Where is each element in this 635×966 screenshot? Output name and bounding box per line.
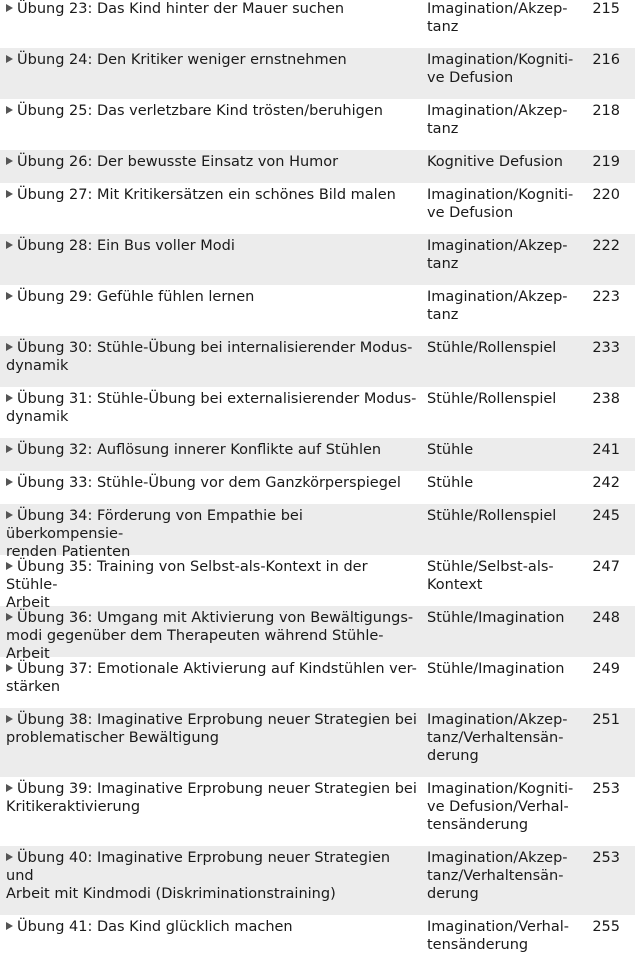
triangle-right-icon [6, 613, 13, 621]
exercise-page: 233 [592, 340, 620, 356]
exercise-page: 249 [592, 661, 620, 677]
exercise-title-cell [0, 186, 421, 204]
exercise-method: Imagination/Kogniti- ve Defusion [427, 187, 574, 221]
exercise-title-cell [0, 558, 421, 612]
triangle-right-icon [6, 190, 13, 198]
exercise-page: 215 [592, 1, 620, 17]
triangle-right-icon [6, 343, 13, 351]
exercise-page: 253 [592, 850, 620, 866]
exercise-title-cell [0, 918, 421, 936]
triangle-right-icon [6, 106, 13, 114]
exercise-method: Imagination/Kogniti- ve Defusion [427, 52, 574, 86]
triangle-right-icon [6, 478, 13, 486]
exercise-page: 238 [592, 391, 620, 407]
exercise-title: Übung 39: Imaginative Erprobung neuer Strategien bei Kritikeraktivierung [6, 781, 417, 815]
exercise-title: Übung 35: Training von Selbst-als-Kontext in der Stühle- Arbeit [6, 559, 368, 611]
exercise-method: Stühle [427, 442, 474, 458]
exercise-method: Stühle/Imagination [427, 610, 565, 626]
exercise-title: Übung 25: Das verletzbare Kind trösten/beruhigen [17, 103, 383, 119]
exercise-page: 220 [592, 187, 620, 203]
table-row [0, 555, 635, 611]
exercise-method: Stühle/Rollenspiel [427, 508, 557, 524]
table-row [0, 99, 635, 150]
triangle-right-icon [6, 511, 13, 519]
exercise-page: 216 [592, 52, 620, 68]
exercise-title: Übung 28: Ein Bus voller Modi [17, 238, 235, 254]
exercise-page: 245 [592, 508, 620, 524]
exercise-method: Stühle/Rollenspiel [427, 340, 557, 356]
exercise-title: Übung 27: Mit Kritikersätzen ein schönes Bild malen [17, 187, 396, 203]
exercise-title: Übung 29: Gefühle fühlen lernen [17, 289, 255, 305]
exercise-title-cell [0, 0, 421, 18]
exercise-method: Stühle/Selbst-als- Kontext [427, 559, 554, 593]
triangle-right-icon [6, 445, 13, 453]
table-row [0, 150, 635, 183]
table-row [0, 606, 635, 662]
triangle-right-icon [6, 55, 13, 63]
table-row [0, 183, 635, 234]
exercise-title-cell [0, 102, 421, 120]
table-row [0, 846, 635, 915]
triangle-right-icon [6, 241, 13, 249]
triangle-right-icon [6, 922, 13, 930]
triangle-right-icon [6, 4, 13, 12]
exercise-page: 251 [592, 712, 620, 728]
exercise-title-cell [0, 849, 421, 903]
exercise-page: 223 [592, 289, 620, 305]
triangle-right-icon [6, 664, 13, 672]
exercise-method: Imagination/Akzep- tanz [427, 103, 568, 137]
table-row [0, 387, 635, 438]
exercise-title: Übung 34: Förderung von Empathie bei überkompensie- renden Patienten [6, 508, 303, 560]
exercise-title: Übung 31: Stühle-Übung bei externalisierender Modus- dynamik [6, 391, 417, 425]
exercise-title-cell [0, 507, 421, 561]
table-row [0, 285, 635, 336]
exercise-title-cell [0, 711, 421, 747]
triangle-right-icon [6, 394, 13, 402]
exercise-method: Imagination/Verhal- tensänderung [427, 919, 570, 953]
exercise-method: Imagination/Akzep- tanz [427, 238, 568, 272]
exercise-title: Übung 40: Imaginative Erprobung neuer Strategien und Arbeit mit Kindmodi (Diskriminationstraining) [6, 850, 391, 902]
exercise-title-cell [0, 474, 421, 492]
exercise-title: Übung 23: Das Kind hinter der Mauer suchen [17, 1, 345, 17]
exercise-title: Übung 37: Emotionale Aktivierung auf Kindstühlen ver- stärken [6, 661, 417, 695]
table-row [0, 471, 635, 504]
exercise-title-cell [0, 780, 421, 816]
triangle-right-icon [6, 292, 13, 300]
exercise-method: Stühle [427, 475, 474, 491]
exercise-title: Übung 26: Der bewusste Einsatz von Humor [17, 154, 339, 170]
exercise-method: Imagination/Akzep- tanz/Verhaltensän- derung [427, 712, 568, 764]
exercise-title-cell [0, 288, 421, 306]
exercise-page: 255 [592, 919, 620, 935]
table-row [0, 234, 635, 285]
exercise-method: Stühle/Imagination [427, 661, 565, 677]
triangle-right-icon [6, 784, 13, 792]
exercise-method: Imagination/Akzep- tanz [427, 1, 568, 35]
exercise-title: Übung 36: Umgang mit Aktivierung von Bewältigungs- modi gegenüber dem Therapeuten während Stühle-Arbeit [6, 610, 414, 662]
exercise-title-cell [0, 153, 421, 171]
exercise-method: Imagination/Akzep- tanz [427, 289, 568, 323]
exercise-method: Imagination/Kogniti- ve Defusion/Verhal- tensänderung [427, 781, 574, 833]
exercise-page: 222 [592, 238, 620, 254]
exercise-title: Übung 33: Stühle-Übung vor dem Ganzkörperspiegel [17, 475, 401, 491]
exercise-title: Übung 41: Das Kind glücklich machen [17, 919, 293, 935]
exercise-page: 241 [592, 442, 620, 458]
exercise-page: 242 [592, 475, 620, 491]
table-row [0, 915, 635, 966]
exercise-title: Übung 30: Stühle-Übung bei internalisierender Modus- dynamik [6, 340, 413, 374]
table-row [0, 336, 635, 387]
exercise-page: 219 [592, 154, 620, 170]
exercise-method: Imagination/Akzep- tanz/Verhaltensän- derung [427, 850, 568, 902]
table-row [0, 657, 635, 708]
exercise-title-cell [0, 51, 421, 69]
table-row [0, 708, 635, 777]
table-row [0, 438, 635, 471]
exercise-method: Kognitive Defusion [427, 154, 563, 170]
exercise-title: Übung 32: Auflösung innerer Konflikte auf Stühlen [17, 442, 382, 458]
exercise-title: Übung 24: Den Kritiker weniger ernstnehmen [17, 52, 347, 68]
triangle-right-icon [6, 853, 13, 861]
exercise-page: 253 [592, 781, 620, 797]
table-row [0, 777, 635, 846]
triangle-right-icon [6, 157, 13, 165]
exercise-title-cell [0, 609, 421, 663]
exercise-page: 218 [592, 103, 620, 119]
exercise-title-cell [0, 390, 421, 426]
triangle-right-icon [6, 715, 13, 723]
exercise-page: 247 [592, 559, 620, 575]
exercise-title-cell [0, 660, 421, 696]
table-row [0, 48, 635, 99]
exercise-title-cell [0, 339, 421, 375]
triangle-right-icon [6, 562, 13, 570]
exercise-page: 248 [592, 610, 620, 626]
exercise-title-cell [0, 441, 421, 459]
exercise-method: Stühle/Rollenspiel [427, 391, 557, 407]
exercise-title-cell [0, 237, 421, 255]
table-row [0, 0, 635, 48]
exercise-title: Übung 38: Imaginative Erprobung neuer Strategien bei problematischer Bewältigung [6, 712, 417, 746]
table-row [0, 504, 635, 560]
